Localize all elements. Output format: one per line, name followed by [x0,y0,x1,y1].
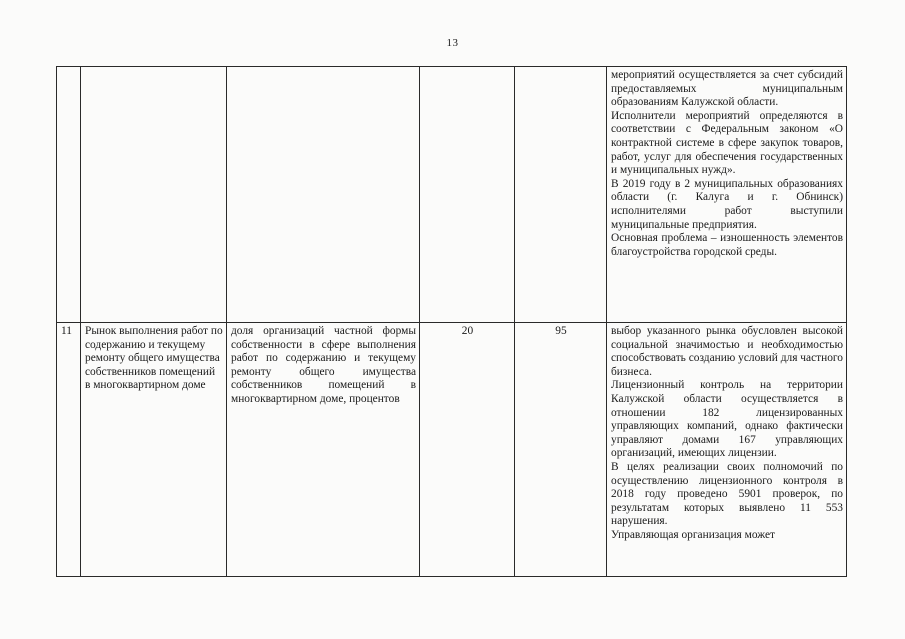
table-row [57,67,847,323]
row-number-cell: 11 [57,323,81,577]
document-table [56,66,847,577]
description-paragraph: Исполнители мероприятий определяются в соответствии с Федеральным законом «О контрактной системе в сфере закупок товаров, работ, услуг для обеспечения государственных и муниципальных нужд». [611,109,843,177]
row-number-cell [57,67,81,323]
value-2019-cell: 20 [420,323,515,577]
table-row [57,323,847,577]
indicator-cell [227,67,420,323]
description-paragraph: В целях реализации своих полномочий по осуществлению лицензионного контроля в 2018 году проведено 5901 проверок, по результатам которых выявлено 11 553 нарушения. [611,460,843,528]
description-paragraph: Лицензионный контроль на территории Калужской области осуществляется в отношении 182 лицензированных управляющих компаний, однако фактически управляют домами 167 управляющих организаций, имеющих лицензии. [611,379,843,460]
market-name-cell: Рынок выполнения работ по содержанию и текущему ремонту общего имущества собственников помещений в многоквартирном доме [81,323,227,577]
value-target-cell [515,67,607,323]
value-2019-cell [420,67,515,323]
page-number: 13 [446,37,459,49]
market-name-cell [81,67,227,323]
value-target-cell: 95 [515,323,607,577]
description-paragraph: выбор указанного рынка обусловлен высокой социальной значимостью и необходимостью способствовать созданию условий для частного бизнеса. [611,325,843,378]
description-cell [607,67,847,323]
description-paragraph: Основная проблема – изношенность элементов благоустройства городской среды. [611,232,843,258]
indicator-cell: доля организаций частной формы собственности в сфере выполнения работ по содержанию и текущему ремонту общего имущества собственников помещений в многоквартирном доме, процентов [227,323,420,577]
description-paragraph: В 2019 году в 2 муниципальных образованиях области (г. Калуга и г. Обнинск) исполнителями работ выступили муниципальные предприятия. [611,177,843,231]
description-paragraph: Управляющая организация может [611,528,776,541]
description-paragraph: мероприятий осуществляется за счет субсидий предоставляемых муниципальным образованиям Калужской области. [611,69,843,109]
description-cell [607,323,847,577]
